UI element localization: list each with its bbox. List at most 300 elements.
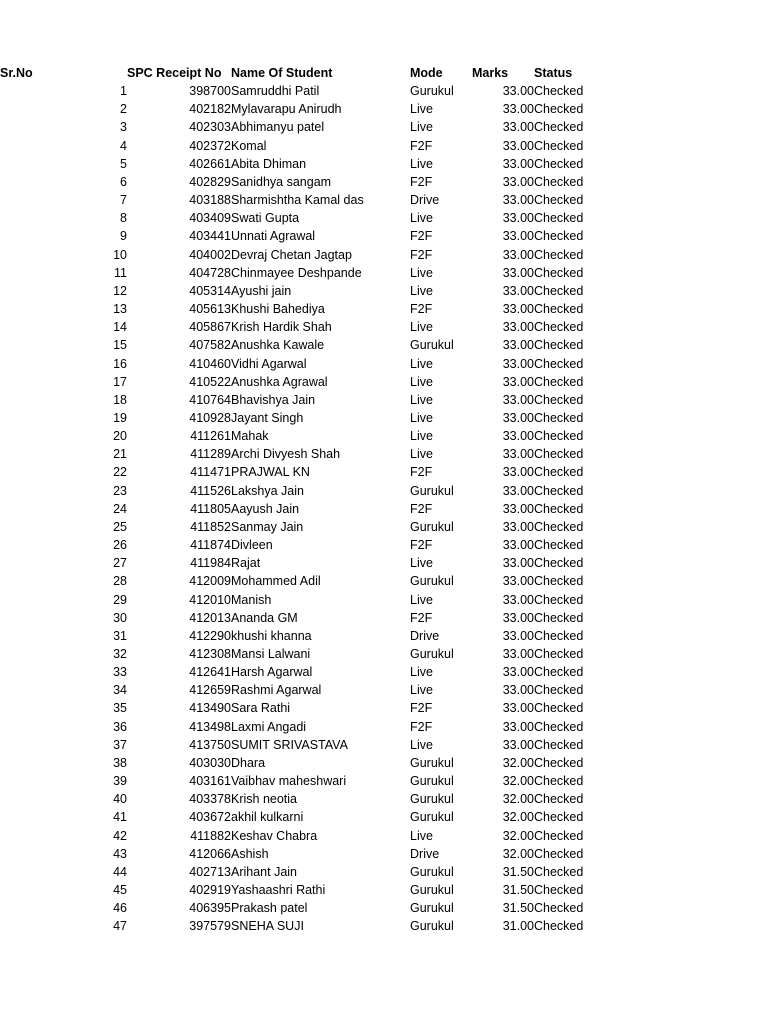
cell-mode: F2F — [410, 701, 433, 716]
cell-mode: Live — [410, 102, 433, 117]
table-row — [0, 754, 594, 772]
cell-student-name: Ashish — [231, 846, 269, 861]
table-row — [0, 336, 594, 354]
cell-sr-no: 40 — [113, 792, 127, 807]
cell-status: Checked — [534, 592, 584, 607]
cell-marks: 33.00 — [502, 538, 534, 553]
cell-status: Checked — [534, 174, 584, 189]
cell-sr-no: 42 — [113, 828, 127, 843]
cell-receipt-no: 410522 — [189, 374, 231, 389]
cell-sr-no: 7 — [120, 193, 127, 208]
table-row — [0, 591, 594, 609]
cell-mode: Drive — [410, 846, 440, 861]
cell-status: Checked — [534, 138, 584, 153]
cell-sr-no: 30 — [113, 610, 127, 625]
cell-marks: 33.00 — [502, 338, 534, 353]
cell-mode: Drive — [410, 628, 440, 643]
cell-mode: Live — [410, 156, 433, 171]
cell-mode: F2F — [410, 538, 433, 553]
cell-student-name: Sara Rathi — [231, 701, 291, 716]
table-row — [0, 899, 594, 917]
cell-sr-no: 11 — [114, 265, 127, 280]
table-row — [0, 917, 594, 935]
cell-receipt-no: 412659 — [189, 683, 231, 698]
cell-student-name: Abhimanyu patel — [231, 120, 325, 135]
cell-student-name: Divleen — [231, 538, 273, 553]
cell-mode: F2F — [410, 302, 433, 317]
cell-receipt-no: 402919 — [189, 883, 231, 898]
cell-marks: 32.00 — [502, 846, 534, 861]
table-row — [0, 427, 594, 445]
cell-sr-no: 45 — [113, 883, 127, 898]
cell-receipt-no: 412290 — [189, 628, 231, 643]
cell-status: Checked — [534, 483, 584, 498]
cell-student-name: Sharmishtha Kamal das — [231, 193, 364, 208]
table-row — [0, 681, 594, 699]
cell-sr-no: 1 — [120, 84, 127, 99]
cell-receipt-no: 403161 — [189, 774, 231, 789]
cell-student-name: Prakash patel — [231, 901, 308, 916]
cell-student-name: Vaibhav maheshwari — [231, 774, 347, 789]
cell-marks: 33.00 — [502, 701, 534, 716]
cell-student-name: Mylavarapu Anirudh — [231, 102, 342, 117]
header-row — [0, 64, 594, 82]
cell-student-name: Ananda GM — [231, 610, 298, 625]
table-row — [0, 318, 594, 336]
table-row — [0, 209, 594, 227]
cell-sr-no: 23 — [113, 483, 127, 498]
cell-mode: Gurukul — [410, 84, 454, 99]
cell-receipt-no: 405314 — [189, 283, 231, 298]
cell-status: Checked — [534, 120, 584, 135]
cell-sr-no: 20 — [113, 429, 127, 444]
cell-receipt-no: 412009 — [189, 574, 231, 589]
cell-status: Checked — [534, 447, 584, 462]
cell-status: Checked — [534, 883, 584, 898]
cell-sr-no: 38 — [113, 755, 127, 770]
cell-status: Checked — [534, 84, 584, 99]
table-row — [0, 155, 594, 173]
cell-marks: 33.00 — [502, 683, 534, 698]
cell-mode: Gurukul — [410, 755, 454, 770]
cell-student-name: Chinmayee Deshpande — [231, 265, 362, 280]
cell-student-name: Laxmi Angadi — [231, 719, 307, 734]
cell-receipt-no: 404728 — [189, 265, 231, 280]
table-row — [0, 609, 594, 627]
cell-marks: 33.00 — [502, 265, 534, 280]
table-row — [0, 808, 594, 826]
table-row — [0, 282, 594, 300]
cell-receipt-no: 411526 — [190, 483, 231, 498]
cell-sr-no: 21 — [113, 447, 127, 462]
cell-receipt-no: 413490 — [189, 701, 231, 716]
cell-status: Checked — [534, 501, 584, 516]
table-row — [0, 536, 594, 554]
cell-marks: 33.00 — [502, 102, 534, 117]
cell-receipt-no: 412308 — [189, 647, 231, 661]
cell-sr-no: 18 — [113, 392, 127, 407]
cell-marks: 33.00 — [502, 483, 534, 498]
cell-status: Checked — [534, 792, 584, 807]
cell-sr-no: 16 — [113, 356, 127, 371]
cell-mode: Gurukul — [410, 883, 454, 898]
header-mode: Mode — [410, 66, 443, 80]
cell-marks: 31.00 — [502, 919, 534, 934]
cell-status: Checked — [534, 538, 584, 553]
cell-student-name: Krish Hardik Shah — [231, 320, 332, 335]
cell-marks: 31.50 — [502, 864, 534, 879]
cell-student-name: Krish neotia — [231, 792, 298, 807]
cell-status: Checked — [534, 465, 584, 480]
cell-mode: F2F — [410, 719, 433, 734]
cell-mode: Gurukul — [410, 338, 454, 353]
cell-mode: Live — [410, 683, 433, 698]
cell-mode: Gurukul — [410, 901, 454, 916]
table-row — [0, 645, 594, 663]
cell-student-name: Mohammed Adil — [231, 574, 321, 589]
cell-status: Checked — [534, 392, 584, 407]
cell-mode: Gurukul — [410, 574, 454, 589]
cell-status: Checked — [534, 247, 584, 262]
results-body — [0, 82, 594, 935]
cell-receipt-no: 402182 — [189, 102, 231, 117]
cell-receipt-no: 402829 — [189, 174, 231, 189]
header-status: Status — [534, 66, 573, 80]
cell-receipt-no: 413498 — [189, 719, 231, 734]
table-row — [0, 227, 594, 245]
cell-status: Checked — [534, 283, 584, 298]
table-row — [0, 373, 594, 391]
cell-student-name: Ayushi jain — [231, 283, 292, 298]
table-row — [0, 482, 594, 500]
cell-receipt-no: 411805 — [190, 501, 231, 516]
cell-sr-no: 44 — [113, 864, 127, 879]
cell-sr-no: 13 — [113, 302, 127, 317]
cell-mode: Live — [410, 356, 433, 371]
cell-student-name: SNEHA SUJI — [231, 919, 304, 934]
table-row — [0, 845, 594, 863]
cell-mode: F2F — [410, 174, 433, 189]
cell-student-name: Devraj Chetan Jagtap — [231, 247, 352, 262]
cell-receipt-no: 411471 — [190, 465, 231, 480]
cell-student-name: Mahak — [231, 429, 269, 444]
cell-status: Checked — [534, 156, 584, 171]
cell-receipt-no: 406395 — [189, 901, 231, 916]
cell-status: Checked — [534, 519, 584, 534]
cell-status: Checked — [534, 719, 584, 734]
cell-student-name: Abita Dhiman — [231, 156, 307, 171]
cell-receipt-no: 410764 — [189, 392, 231, 407]
table-row — [0, 264, 594, 282]
cell-status: Checked — [534, 356, 584, 371]
table-row — [0, 827, 594, 845]
cell-student-name: Unnati Agrawal — [231, 229, 316, 244]
cell-marks: 33.00 — [502, 410, 534, 425]
table-row — [0, 100, 594, 118]
cell-receipt-no: 402372 — [189, 138, 231, 153]
table-row — [0, 409, 594, 427]
table-row — [0, 663, 594, 681]
table-row — [0, 445, 594, 463]
cell-student-name: Sanidhya sangam — [231, 174, 332, 189]
cell-status: Checked — [534, 574, 584, 589]
cell-marks: 33.00 — [502, 356, 534, 371]
cell-receipt-no: 412641 — [189, 665, 231, 680]
table-row — [0, 718, 594, 736]
cell-marks: 33.00 — [502, 84, 534, 99]
cell-marks: 33.00 — [502, 628, 534, 643]
cell-status: Checked — [534, 846, 584, 861]
cell-mode: F2F — [410, 501, 433, 516]
cell-receipt-no: 403672 — [189, 810, 231, 825]
cell-student-name: SUMIT SRIVASTAVA — [231, 737, 348, 752]
cell-student-name: Aayush Jain — [231, 501, 300, 516]
cell-marks: 33.00 — [502, 392, 534, 407]
table-row — [0, 300, 594, 318]
table-row — [0, 500, 594, 518]
cell-sr-no: 26 — [113, 538, 127, 553]
cell-student-name: Bhavishya Jain — [231, 392, 316, 407]
cell-sr-no: 3 — [120, 120, 127, 135]
cell-sr-no: 15 — [113, 338, 127, 353]
cell-student-name: Samruddhi Patil — [231, 84, 320, 99]
cell-receipt-no: 411852 — [190, 519, 231, 534]
cell-status: Checked — [534, 302, 584, 317]
cell-receipt-no: 402661 — [189, 156, 231, 171]
cell-status: Checked — [534, 628, 584, 643]
cell-receipt-no: 403030 — [189, 755, 231, 770]
cell-sr-no: 10 — [113, 247, 127, 262]
cell-marks: 33.00 — [502, 211, 534, 226]
cell-sr-no: 33 — [113, 665, 127, 680]
cell-student-name: khushi khanna — [231, 628, 312, 643]
table-row — [0, 246, 594, 264]
cell-mode: Gurukul — [410, 810, 454, 825]
table-row — [0, 863, 594, 881]
cell-mode: Gurukul — [410, 774, 454, 789]
cell-student-name: Yashaashri Rathi — [231, 883, 326, 898]
cell-student-name: akhil kulkarni — [231, 810, 304, 825]
table-row — [0, 699, 594, 717]
cell-student-name: PRAJWAL KN — [231, 465, 310, 480]
cell-receipt-no: 411984 — [190, 556, 231, 571]
cell-sr-no: 28 — [113, 574, 127, 589]
cell-marks: 33.00 — [502, 374, 534, 389]
cell-receipt-no: 412010 — [189, 592, 231, 607]
cell-mode: Live — [410, 429, 433, 444]
cell-mode: Live — [410, 120, 433, 135]
cell-receipt-no: 411261 — [190, 429, 231, 444]
cell-status: Checked — [534, 864, 584, 879]
header-sr-no: Sr.No — [0, 66, 33, 80]
cell-mode: Live — [410, 374, 433, 389]
cell-receipt-no: 397579 — [189, 919, 231, 934]
cell-mode: Live — [410, 265, 433, 280]
table-row — [0, 627, 594, 645]
cell-receipt-no: 412013 — [189, 610, 231, 625]
cell-marks: 33.00 — [502, 574, 534, 589]
cell-mode: Live — [410, 392, 433, 407]
cell-sr-no: 8 — [120, 211, 127, 226]
cell-marks: 32.00 — [502, 810, 534, 825]
cell-status: Checked — [534, 701, 584, 716]
cell-sr-no: 34 — [113, 683, 127, 698]
cell-mode: Gurukul — [410, 792, 454, 807]
cell-sr-no: 46 — [113, 901, 127, 916]
cell-receipt-no: 402713 — [189, 864, 231, 879]
cell-status: Checked — [534, 211, 584, 226]
cell-student-name: Swati Gupta — [231, 211, 300, 226]
cell-sr-no: 43 — [113, 846, 127, 861]
cell-status: Checked — [534, 828, 584, 843]
cell-status: Checked — [534, 338, 584, 353]
table-row — [0, 572, 594, 590]
cell-status: Checked — [534, 229, 584, 244]
cell-mode: F2F — [410, 138, 433, 153]
cell-status: Checked — [534, 755, 584, 770]
cell-status: Checked — [534, 665, 584, 680]
cell-marks: 33.00 — [502, 229, 534, 244]
cell-sr-no: 31 — [113, 628, 127, 643]
cell-status: Checked — [534, 374, 584, 389]
cell-marks: 33.00 — [502, 429, 534, 444]
cell-receipt-no: 413750 — [189, 737, 231, 752]
cell-mode: F2F — [410, 465, 433, 480]
cell-marks: 33.00 — [502, 610, 534, 625]
cell-receipt-no: 405867 — [189, 320, 231, 335]
table-row — [0, 790, 594, 808]
cell-marks: 33.00 — [502, 138, 534, 153]
cell-student-name: Sanmay Jain — [231, 519, 304, 534]
table-row — [0, 518, 594, 536]
cell-receipt-no: 403188 — [189, 193, 231, 208]
cell-marks: 31.50 — [502, 901, 534, 916]
cell-receipt-no: 411882 — [190, 828, 231, 843]
header-student-name: Name Of Student — [231, 66, 333, 80]
cell-mode: Live — [410, 447, 433, 462]
cell-mode: Live — [410, 211, 433, 226]
cell-marks: 33.00 — [502, 120, 534, 135]
cell-mode: Live — [410, 410, 433, 425]
cell-status: Checked — [534, 410, 584, 425]
results-sheet — [0, 64, 768, 936]
cell-marks: 33.00 — [502, 592, 534, 607]
cell-student-name: Anushka Kawale — [231, 338, 325, 353]
cell-mode: Gurukul — [410, 864, 454, 879]
cell-sr-no: 41 — [113, 810, 127, 825]
cell-sr-no: 14 — [113, 320, 127, 335]
cell-mode: Live — [410, 556, 433, 571]
table-row — [0, 554, 594, 572]
cell-status: Checked — [534, 901, 584, 916]
cell-sr-no: 17 — [113, 374, 127, 389]
cell-status: Checked — [534, 810, 584, 825]
cell-sr-no: 36 — [113, 719, 127, 734]
table-row — [0, 391, 594, 409]
cell-mode: F2F — [410, 247, 433, 262]
cell-status: Checked — [534, 610, 584, 625]
cell-marks: 33.00 — [502, 320, 534, 335]
cell-student-name: Rajat — [231, 556, 261, 571]
cell-status: Checked — [534, 919, 584, 934]
cell-marks: 33.00 — [502, 193, 534, 208]
cell-student-name: Dhara — [231, 755, 266, 770]
cell-sr-no: 32 — [113, 647, 127, 661]
cell-sr-no: 4 — [120, 138, 127, 153]
table-row — [0, 881, 594, 899]
cell-receipt-no: 402303 — [189, 120, 231, 135]
cell-marks: 33.00 — [502, 665, 534, 680]
results-table — [0, 64, 594, 936]
cell-receipt-no: 407582 — [189, 338, 231, 353]
cell-student-name: Rashmi Agarwal — [231, 683, 322, 698]
cell-receipt-no: 412066 — [189, 846, 231, 861]
cell-mode: Gurukul — [410, 519, 454, 534]
cell-marks: 33.00 — [502, 302, 534, 317]
cell-student-name: Lakshya Jain — [231, 483, 304, 498]
cell-mode: Gurukul — [410, 647, 454, 661]
cell-marks: 32.00 — [502, 755, 534, 770]
table-row — [0, 463, 594, 481]
cell-receipt-no: 411874 — [190, 538, 231, 553]
cell-student-name: Manish — [231, 592, 272, 607]
cell-marks: 33.00 — [502, 465, 534, 480]
cell-status: Checked — [534, 320, 584, 335]
cell-status: Checked — [534, 265, 584, 280]
cell-mode: F2F — [410, 229, 433, 244]
cell-receipt-no: 403378 — [189, 792, 231, 807]
cell-status: Checked — [534, 774, 584, 789]
cell-mode: Live — [410, 592, 433, 607]
cell-receipt-no: 410928 — [189, 410, 231, 425]
cell-student-name: Jayant Singh — [231, 410, 304, 425]
cell-mode: Gurukul — [410, 483, 454, 498]
cell-student-name: Anushka Agrawal — [231, 374, 328, 389]
cell-receipt-no: 404002 — [189, 247, 231, 262]
cell-marks: 33.00 — [502, 156, 534, 171]
header-receipt-no: SPC Receipt No — [127, 66, 222, 80]
cell-sr-no: 19 — [113, 410, 127, 425]
table-row — [0, 82, 594, 100]
cell-sr-no: 22 — [113, 465, 127, 480]
cell-status: Checked — [534, 429, 584, 444]
cell-sr-no: 39 — [113, 774, 127, 789]
cell-sr-no: 29 — [113, 592, 127, 607]
cell-mode: Live — [410, 665, 433, 680]
cell-mode: Live — [410, 320, 433, 335]
cell-marks: 33.00 — [502, 556, 534, 571]
header-marks: Marks — [472, 66, 509, 80]
cell-marks: 33.00 — [502, 283, 534, 298]
table-row — [0, 137, 594, 155]
cell-student-name: Mansi Lalwani — [231, 647, 311, 661]
cell-marks: 33.00 — [502, 647, 534, 661]
cell-marks: 33.00 — [502, 737, 534, 752]
cell-student-name: Vidhi Agarwal — [231, 356, 307, 371]
cell-student-name: Komal — [231, 138, 267, 153]
cell-sr-no: 9 — [120, 229, 127, 244]
cell-marks: 33.00 — [502, 174, 534, 189]
cell-marks: 31.50 — [502, 883, 534, 898]
cell-status: Checked — [534, 647, 584, 661]
cell-mode: Live — [410, 737, 433, 752]
cell-student-name: Archi Divyesh Shah — [231, 447, 341, 462]
table-row — [0, 191, 594, 209]
cell-status: Checked — [534, 556, 584, 571]
cell-sr-no: 2 — [120, 102, 127, 117]
cell-mode: Live — [410, 828, 433, 843]
cell-marks: 32.00 — [502, 828, 534, 843]
